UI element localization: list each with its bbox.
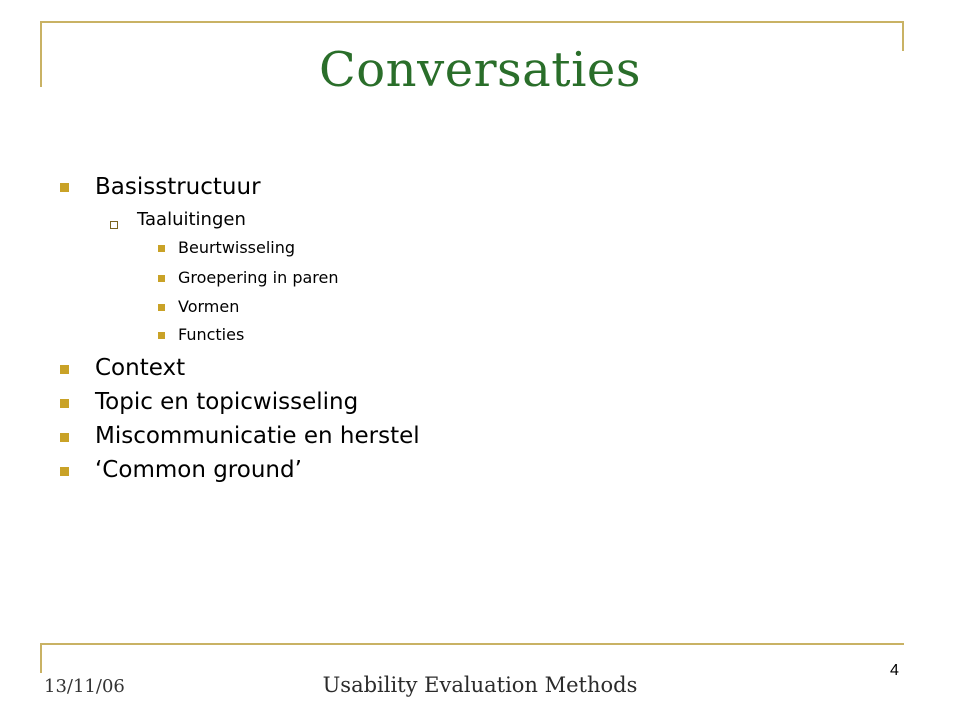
page-number: 4 bbox=[890, 662, 899, 679]
sub-sub-bullet-marker bbox=[158, 304, 165, 311]
bullet-marker bbox=[60, 399, 69, 408]
footer-title: Usability Evaluation Methods bbox=[322, 673, 638, 697]
bullet-common-ground: ‘Common ground’ bbox=[95, 457, 302, 483]
sub-sub-bullet-marker bbox=[158, 245, 165, 252]
bullet-topic: Topic en topicwisseling bbox=[95, 389, 359, 415]
sub-bullet-taaluitingen: Taaluitingen bbox=[137, 209, 246, 230]
bullet-miscommunicatie: Miscommunicatie en herstel bbox=[95, 423, 420, 449]
sub-sub-bullet-functies: Functies bbox=[178, 325, 245, 344]
sub-bullet-marker bbox=[110, 221, 118, 229]
sub-sub-bullet-groepering: Groepering in paren bbox=[178, 268, 339, 287]
bullet-marker bbox=[60, 467, 69, 476]
slide-title: Conversaties bbox=[319, 42, 641, 98]
bullet-context: Context bbox=[95, 355, 186, 381]
sub-sub-bullet-marker bbox=[158, 332, 165, 339]
sub-sub-bullet-vormen: Vormen bbox=[178, 297, 240, 316]
bullet-marker bbox=[60, 183, 69, 192]
sub-sub-bullet-beurtwisseling: Beurtwisseling bbox=[178, 238, 296, 257]
footer-date: 13/11/06 bbox=[44, 676, 125, 697]
bullet-marker bbox=[60, 433, 69, 442]
bullet-marker bbox=[60, 365, 69, 374]
bullet-basisstructuur: Basisstructuur bbox=[95, 174, 261, 200]
sub-sub-bullet-marker bbox=[158, 275, 165, 282]
